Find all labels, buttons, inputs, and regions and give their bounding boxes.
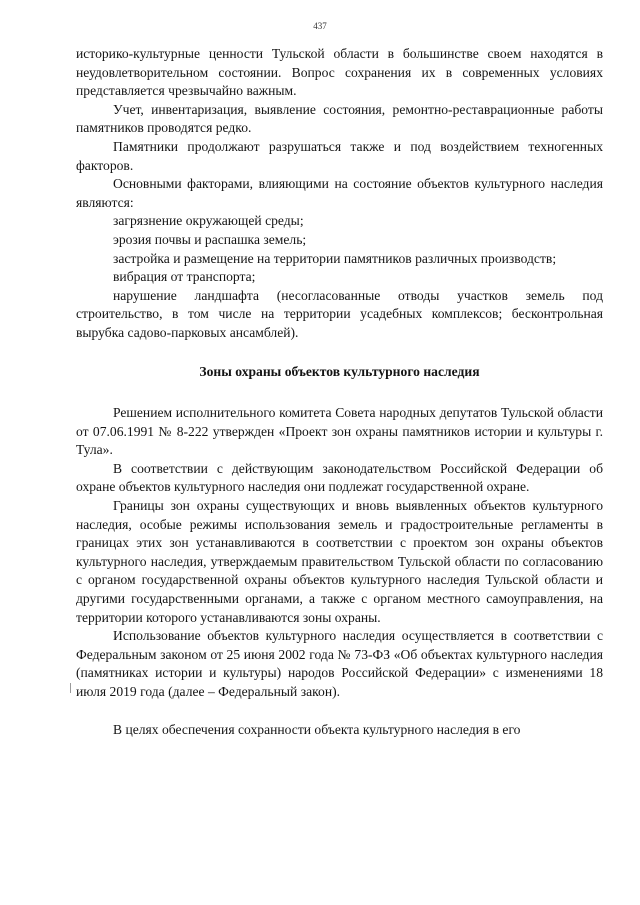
paragraph-legislation: В соответствии с действующим законодательством Российской Федерации об охране объектов культурного наследия они подлежат государственной охране. (76, 460, 603, 495)
paragraph-inventory: Учет, инвентаризация, выявление состояния, ремонтно-реставрационные работы памятников проводятся редко. (76, 101, 603, 136)
factors-list (76, 212, 603, 342)
paragraph-federal-law: Использование объектов культурного наследия осуществляется в соответствии с Федеральным законом от 25 июня 2002 года № 73-ФЗ «Об объектах культурного наследия (памятниках истории и культуры) народов Российской Федерации» с изменениями 18 июля 2019 года (далее – Федеральный закон). (76, 628, 603, 699)
paragraph-preservation: В целях обеспечения сохранности объекта культурного наследия в его (113, 721, 521, 737)
paragraph-decision: Решением исполнительного комитета Совета народных депутатов Тульской области от 07.06.1991 № 8-222 утвержден «Проект зон охраны памятников истории и культуры г. Тула». (76, 405, 603, 458)
page-number: 437 (313, 21, 327, 31)
list-item: застройка и размещение на территории памятников различных производств; (113, 250, 557, 266)
scan-artifact-mark (70, 683, 71, 693)
section-heading: Зоны охраны объектов культурного наследия (199, 363, 480, 379)
paragraph-zone-boundaries: Границы зон охраны существующих и вновь выявленных объектов культурного наследия, особые режимы использования земель и градостроительные регламенты в границах этих зон устанавливаются в соответствии с проектом зон охраны объектов культурного наследия, утверждаемым правительством Тульской области по согласованию с органом государственной охраны объектов культурного наследия Тульской области и другими государственными органами, а также с органом местного самоуправления, на территории которого устанавливаются зоны охраны. (76, 498, 603, 625)
list-item: загрязнение окружающей среды; (113, 213, 304, 229)
paragraph-continuation: историко-культурные ценности Тульской области в большинстве своем находятся в неудовлетворительном состоянии. Вопрос сохранения их в современных условиях представляется чрезвычайно важным. (76, 46, 603, 99)
list-item: вибрация от транспорта; (113, 269, 256, 285)
list-item: эрозия почвы и распашка земель; (113, 231, 307, 247)
document-body (76, 45, 603, 739)
paragraph-factors-intro: Основными факторами, влияющими на состояние объектов культурного наследия являются: (76, 176, 603, 210)
paragraph-gap (76, 702, 603, 721)
paragraph-destruction: Памятники продолжают разрушаться также и под воздействием техногенных факторов. (76, 138, 603, 173)
list-item: нарушение ландшафта (несогласованные отводы участков земель под строительство, в том числе на территории усадебных комплексов; бесконтрольная вырубка садово-парковых ансамблей). (76, 287, 603, 340)
